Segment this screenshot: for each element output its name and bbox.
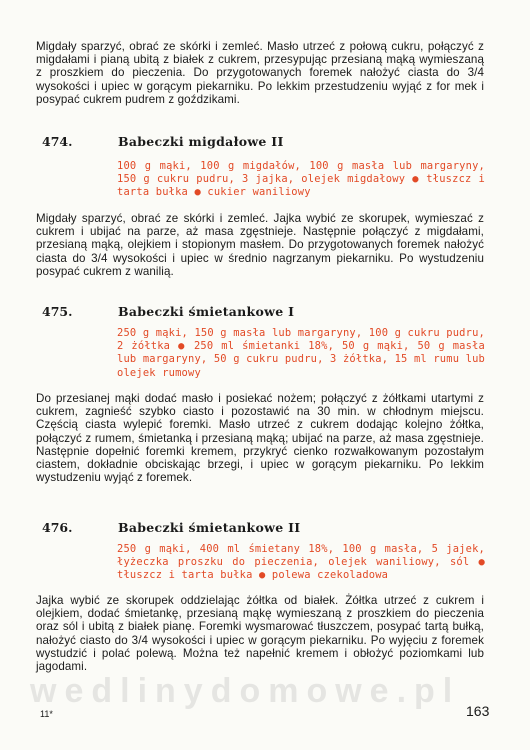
recipe-title: Babeczki migdałowe II xyxy=(118,134,284,149)
recipe-number: 476. xyxy=(42,520,73,535)
signature-mark: 11* xyxy=(40,709,53,719)
recipe-title: Babeczki śmietankowe II xyxy=(118,520,301,535)
recipe-number: 475. xyxy=(42,304,73,319)
recipe-method: Do przesianej mąki dodać masło i posiekać nożem; połączyć z żółtkami utartymi z cukrem, zagnieść szybko ciasto i pozostawić na 30 min. w chłodnym miejscu. Częścią ciasta wylepić foremki. Masło utrzeć z cukrem dodając kolejno żółtka, połączyć z rumem, śmietanką i przesianą mąką; ubijać na parze, aż masa zgęstnieje. Następnie dopełnić foremki kremem, przykryć cienko rozwałkowanym pozostałym ciastem, dokładnie obciskając brzegi, i upiec w gorącym piekarniku. Po lekkim wystudzeniu wyjąć z foremek. xyxy=(36,392,484,485)
recipe-method: Jajka wybić ze skorupek oddzielając żółtka od białek. Żółtka utrzeć z cukrem i olejkiem, dodać śmietankę, przesianą mąkę wymieszaną z proszkiem do pieczenia oraz sól i ubitą z białek pianę. Foremki wysmarować tłuszczem, posypać tartą bułką, nałożyć ciasto do 3/4 wysokości i upiec w gorącym piekarniku. Po wyjęciu z foremek wystudzić i polać polewą. Można też napełnić kremem i obłożyć poziomkami lub jagodami. xyxy=(36,594,484,674)
recipe-title: Babeczki śmietankowe I xyxy=(118,304,295,319)
recipe-ingredients: 250 g mąki, 400 ml śmietany 18%, 100 g masła, 5 jajek, łyżeczka proszku do pieczenia, olejek waniliowy, sól ● tłuszcz i tarta bułka ● polewa czekoladowa xyxy=(117,543,485,582)
recipe-ingredients: 250 g mąki, 150 g masła lub margaryny, 100 g cukru pudru, 2 żółtka ● 250 ml śmietanki 18%, 50 g mąki, 50 g masła lub margaryny, 50 g cukru pudru, 3 żółtka, 15 ml rumu lub olejek rumowy xyxy=(117,327,485,379)
recipe-method: Migdały sparzyć, obrać ze skórki i zemleć. Jajka wybić ze skorupek, wymieszać z cukrem i ubijać na parze, aż masa zgęstnieje. Następnie połączyć z migdałami, przesianą mąką, olejkiem i stopionym masłem. Do przygotowanych foremek nałożyć ciasta do 3/4 wysokości i upiec w średnio nagrzanym piekarniku. Po wystudzeniu posypać cukrem z wanilią. xyxy=(36,212,484,278)
page-number: 163 xyxy=(466,703,490,719)
recipe-ingredients: 100 g mąki, 100 g migdałów, 100 g masła lub margaryny, 150 g cukru pudru, 3 jajka, olejek migdałowy ● tłuszcz i tarta bułka ● cukier waniliowy xyxy=(117,160,485,199)
intro-paragraph: Migdały sparzyć, obrać ze skórki i zemleć. Masło utrzeć z połową cukru, połączyć z migdałami i pianą ubitą z białek z cukrem, przesypując przesianą mąką wymieszaną z proszkiem do pieczenia. Do przygotowanych foremek nałożyć ciasta do 3/4 wysokości i upiec w gorącym piekarniku. Po lekkim przestudzeniu wyjąć z for mek i posypać cukrem pudrem z goździkami. xyxy=(36,40,484,106)
watermark: wedlinydomowe.pl xyxy=(30,672,461,710)
recipe-number: 474. xyxy=(42,134,73,149)
